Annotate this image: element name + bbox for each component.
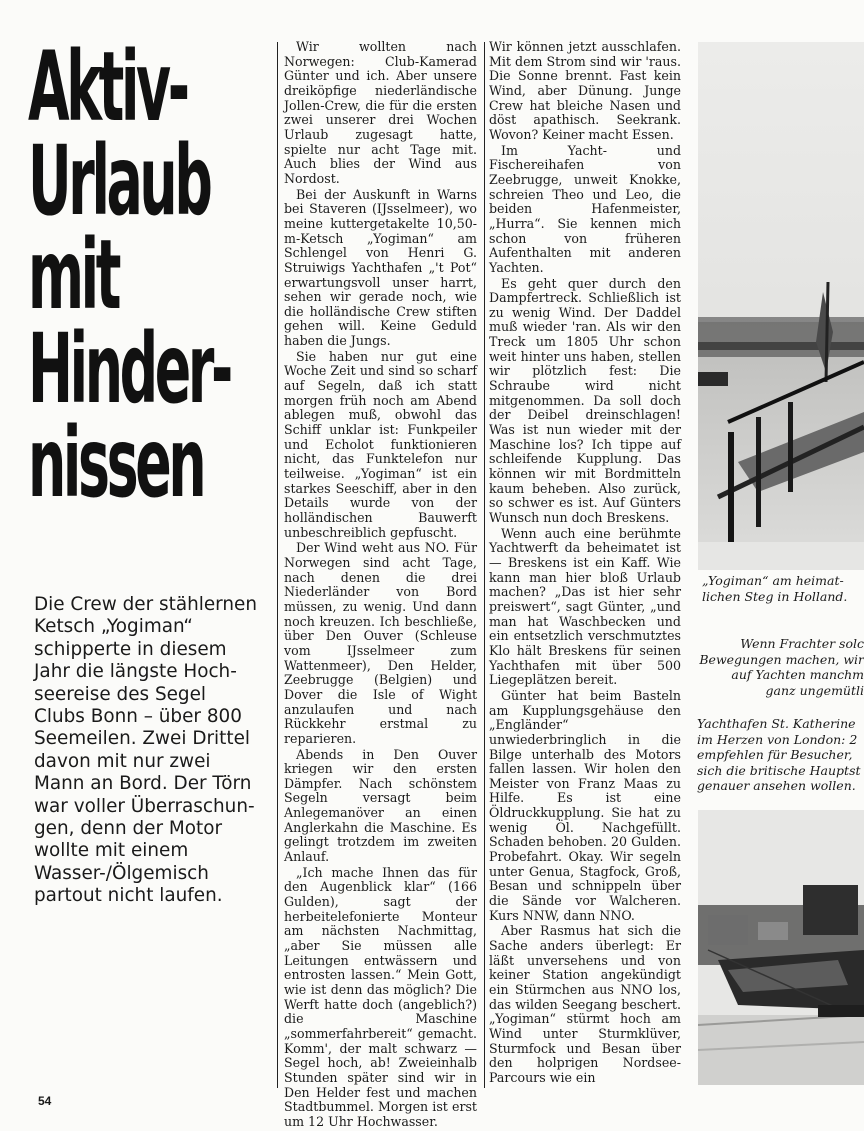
paragraph: Günter hat beim Basteln am Kupplungsgehäuse den „Engländer“ unwiederbringlich in die Bilge unterhalb des Motors fallen lassen. Wir holen den Meister von Franz Maas zu Hilfe. Es ist eine Öldruckkupplung. Sie hat zu wenig Öl. Nachgefüllt. Schaden behoben. 20 Gulden. Probefahrt. Okay. Wir segeln unter Genua, Stagfock, Groß, Besan und schnippeln über die Sände vor Walcheren. Kurs NNW, dann NNO.: [489, 687, 681, 923]
column-rule-middle: [484, 42, 485, 1088]
page-number: 54: [38, 1094, 52, 1108]
paragraph: Bei der Auskunft in Warns bei Staveren (IJsselmeer), wo meine kuttergetakelte 10,50-m-Ketsch „Yogiman“ am Schlengel von Henri G. Struiwigs Yachthafen „'t Pot“ erwartungsvoll unser harrt, sehen wir gerade noch, wie die holländische Crew stiften gehen will. Keine Geduld haben die Jungs.: [284, 186, 477, 349]
article-column-2: [489, 40, 681, 1087]
photo-caption-middle: Wenn Frachter solc Bewegungen machen, wir auf Yachten manchm ganz ungemütli: [699, 636, 864, 698]
harbor-photo-bottom: [698, 810, 864, 1085]
photo-caption-top: „Yogiman“ am heimat- lichen Steg in Holland.: [702, 573, 848, 604]
paragraph: Im Yacht- und Fischereihafen von Zeebrugge, unweit Knokke, schreien Theo und Leo, die beiden Hafenmeister, „Hurra“. Sie kennen mich schon von früheren Aufenthalten mit anderen Yachten.: [489, 142, 681, 275]
teaser: [34, 594, 274, 908]
article-column-1: [284, 40, 477, 1131]
harbor-photo-bottom-image: [698, 810, 864, 1085]
headline-line: Aktiv-: [28, 31, 187, 143]
column-rule-left: [277, 42, 278, 1088]
paragraph: Abends in Den Ouver kriegen wir den ersten Dämpfer. Nach schönstem Segeln versagt beim Anlegemanöver an einen Anglerkahn die Maschine. Es gelingt trotzdem im zweiten Anlauf.: [284, 746, 477, 865]
paragraph: Der Wind weht aus NO. Für Norwegen sind acht Tage, nach denen die drei Niederländer von Bord müssen, zu wenig. Und dann noch kreuzen. Ich beschließe, über Den Ouver (Schleuse vom IJsselmeer zum Wattenmeer), Den Helder, Zeebrugge (Belgien) und Dover die Isle of Wight anzulaufen und nach Rückkehr erstmal zu reparieren.: [284, 540, 477, 746]
headline-line: Urlaub: [28, 125, 210, 237]
headline-line: nissen: [28, 407, 204, 519]
harbor-photo-top-image: [698, 42, 864, 570]
headline: [28, 31, 273, 519]
paragraph: Wir wollten nach Norwegen: Club-Kamerad Günter und ich. Aber unsere dreiköpfige niederländische Jollen-Crew, die für die ersten zwei unserer drei Wochen Urlaub zugesagt hatte, spielte nur acht Tage mit. Auch blies der Wind aus Nordost.: [284, 39, 477, 186]
paragraph: Es geht quer durch den Dampfertreck. Schließlich ist zu wenig Wind. Der Daddel muß wieder 'ran. Als wir den Treck um 1805 Uhr schon weit hinter uns haben, stellen wir plötzlich fest: Die Schraube wird nicht mitgenommen. Da soll doch der Deibel dreinschlagen! Was ist nun wieder mit der Maschine los? Ich tippe auf schleifende Kupplung. Das können wir mit Bordmitteln kaum beheben. Also zurück, so schwer es ist. Auf Günters Wunsch nun doch Breskens.: [489, 275, 681, 525]
harbor-photo-top: [698, 42, 864, 570]
paragraph: „Ich mache Ihnen das für den Augenblick klar“ (166 Gulden), sagt der herbeitelefonierte Monteur am nächsten Nachmittag, „aber Sie müssen alle Leitungen entwässern und entrosten lassen.“ Mein Gott, wie ist denn das möglich? Die Werft hatte doch (angeblich?) die Maschine „sommerfahrbereit“ gemacht. Komm', der malt schwarz — Segel hoch, ab! Zweieinhalb Stunden später sind wir in Den Helder fest und machen Stadtbummel. Morgen ist erst um 12 Uhr Hochwasser.: [284, 864, 477, 1129]
teaser-text: Die Crew der stählernen Ketsch „Yogiman“ schipperte in diesem Jahr die längste Hoch- seereise des Segel Clubs Bonn – über 800 Seemeilen. Zwei Drittel davon mit nur zwei Mann an Bord. Der Törn war voller Überraschun- gen, denn der Motor wollte mit einem Wasser-/Ölgemisch partout nicht laufen.: [34, 594, 258, 907]
paragraph: Wenn auch eine berühmte Yachtwerft da beheimatet ist — Breskens ist ein Kaff. Wie kann man hier bloß Urlaub machen? „Das ist hier sehr preiswert“, sagt Günter, „und man hat Waschbecken und ein entsetzlich verschmutztes Klo hält Breskens für seinen Yachthafen mit über 500 Liegeplätzen bereit.: [489, 525, 681, 688]
paragraph: Aber Rasmus hat sich die Sache anders überlegt: Er läßt unversehens und von keiner Station angekündigt ein Stürmchen aus NNO los, das wilden Seegang beschert. „Yogiman“ stürmt hoch am Wind unter Sturmklüver, Sturmfock und Besan über den holprigen Nordsee-Parcours wie ein: [489, 923, 681, 1085]
paragraph: Wir können jetzt ausschlafen. Mit dem Strom sind wir 'raus. Die Sonne brennt. Fast kein Wind, aber Dünung. Junge Crew hat bleiche Nasen und döst apathisch. Seekrank. Wovon? Keiner macht Essen.: [489, 39, 681, 142]
paragraph: Sie haben nur gut eine Woche Zeit und sind so scharf auf Segeln, daß ich statt morgen früh noch am Abend ablegen muß, obwohl das Schiff unklar ist: Funkpeiler und Echolot funktionieren nicht, das Funktelefon nur teilweise. „Yogiman“ ist ein starkes Seeschiff, aber in den Details wurde von der holländischen Bauwerft unbeschreiblich gepfuscht.: [284, 348, 477, 540]
photo-caption-bottom: Yachthafen St. Katherine im Herzen von London: 2 empfehlen für Besucher, sich die britische Hauptst genauer ansehen wollen.: [697, 716, 861, 793]
headline-line: mit: [28, 219, 119, 331]
headline-line: Hinder-: [28, 313, 230, 425]
